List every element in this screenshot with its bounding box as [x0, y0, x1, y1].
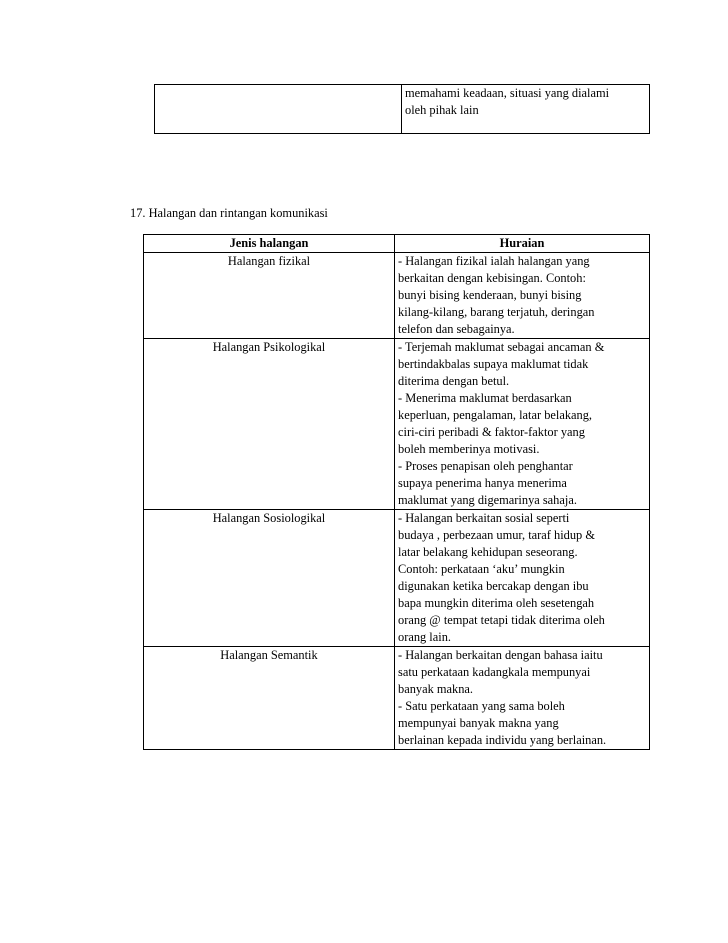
description-line: satu perkataan kadangkala mempunyai: [398, 665, 591, 679]
description-line: supaya penerima hanya menerima: [398, 476, 567, 490]
description-line: keperluan, pengalaman, latar belakang,: [398, 408, 593, 422]
description-line: kilang-kilang, barang terjatuh, deringan: [398, 305, 595, 319]
table-row: [144, 339, 650, 510]
description-line: bapa mungkin diterima oleh sesetengah: [398, 596, 595, 610]
description-line: digunakan ketika bercakap dengan ibu: [398, 579, 589, 593]
description-line: banyak makna.: [398, 682, 474, 696]
description-line: memahami keadaan, situasi yang dialami: [405, 86, 610, 100]
description-line: diterima dengan betul.: [398, 374, 510, 388]
description-line: orang lain.: [398, 630, 451, 644]
table-row: [155, 85, 650, 134]
description-line: - Halangan fizikal ialah halangan yang: [398, 254, 590, 268]
description-line: bertindakbalas supaya maklumat tidak: [398, 357, 589, 371]
description-line: - Halangan berkaitan sosial seperti: [398, 511, 570, 525]
barrier-description: [395, 647, 650, 750]
description-line: mempunyai banyak makna yang: [398, 716, 559, 730]
description-line: - Halangan berkaitan dengan bahasa iaitu: [398, 648, 603, 662]
description-line: - Menerima maklumat berdasarkan: [398, 391, 572, 405]
barrier-description: [395, 339, 650, 510]
description-line: telefon dan sebagainya.: [398, 322, 515, 336]
continuation-table: [154, 84, 650, 134]
description-line: latar belakang kehidupan seseorang.: [398, 545, 578, 559]
barrier-type: Halangan fizikal: [144, 253, 395, 339]
description-line: Contoh: perkataan ‘aku’ mungkin: [398, 562, 565, 576]
description-cell: [402, 85, 650, 134]
description-line: oleh pihak lain: [405, 103, 479, 117]
header-huraian: Huraian: [395, 235, 650, 253]
empty-cell: [155, 85, 402, 134]
barriers-table: [143, 234, 650, 750]
description-line: bunyi bising kenderaan, bunyi bising: [398, 288, 582, 302]
barrier-description: [395, 510, 650, 647]
description-line: berlainan kepada individu yang berlainan.: [398, 733, 607, 747]
description-line: ciri-ciri peribadi & faktor-faktor yang: [398, 425, 585, 439]
table-row: [144, 510, 650, 647]
section-heading: 17. Halangan dan rintangan komunikasi: [130, 206, 328, 220]
description-line: orang @ tempat tetapi tidak diterima oleh: [398, 613, 605, 627]
barrier-type: Halangan Psikologikal: [144, 339, 395, 510]
description-line: - Satu perkataan yang sama boleh: [398, 699, 565, 713]
barrier-type: Halangan Sosiologikal: [144, 510, 395, 647]
table-row: [144, 253, 650, 339]
description-line: boleh memberinya motivasi.: [398, 442, 540, 456]
barrier-type: Halangan Semantik: [144, 647, 395, 750]
header-jenis-halangan: Jenis halangan: [144, 235, 395, 253]
table-row: [144, 647, 650, 750]
description-line: - Proses penapisan oleh penghantar: [398, 459, 573, 473]
description-line: maklumat yang digemarinya sahaja.: [398, 493, 577, 507]
description-line: - Terjemah maklumat sebagai ancaman &: [398, 340, 605, 354]
barrier-description: [395, 253, 650, 339]
description-line: budaya , perbezaan umur, taraf hidup &: [398, 528, 595, 542]
description-line: berkaitan dengan kebisingan. Contoh:: [398, 271, 586, 285]
header-row: [144, 235, 650, 253]
